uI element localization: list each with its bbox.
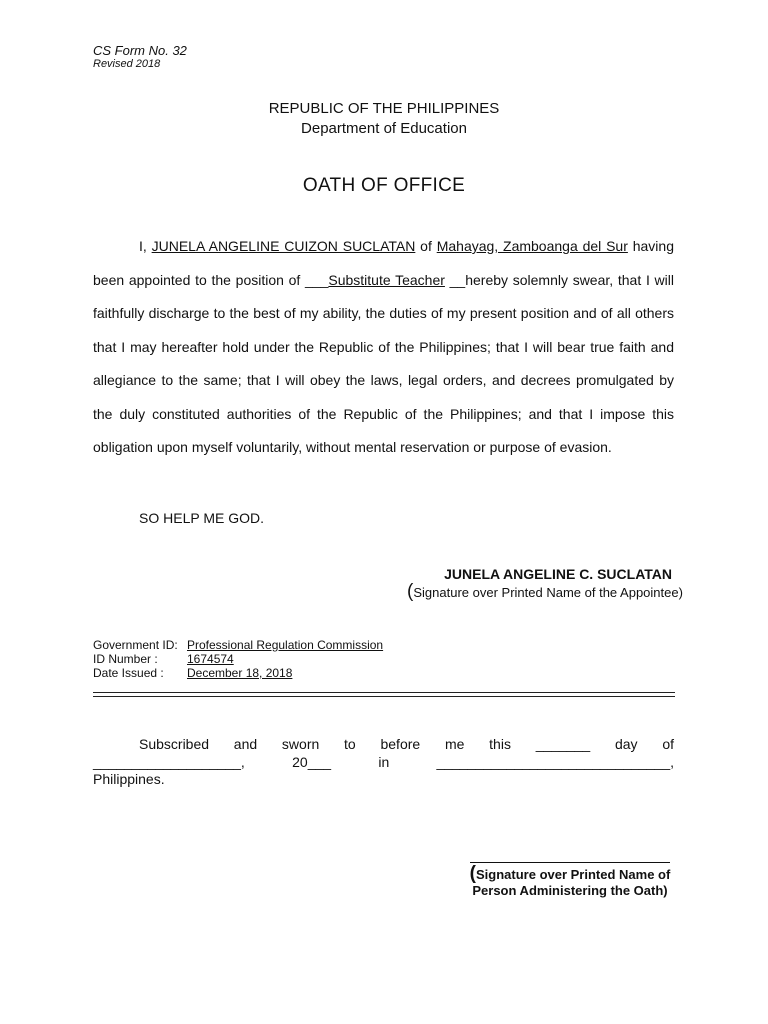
government-id-row [93, 638, 383, 652]
administrator-signature-line [470, 862, 670, 863]
republic-heading: REPUBLIC OF THE PHILIPPINES [268, 100, 500, 117]
administrator-signature-caption [463, 863, 677, 899]
id-number-row [93, 652, 383, 666]
position-title: Substitute Teacher [328, 271, 445, 288]
oath-text-3: having been appointed to the position of ___ [93, 238, 674, 288]
oath-paragraph [93, 230, 674, 465]
form-number: CS Form No. 32 [93, 43, 187, 58]
date-issued-row [93, 666, 383, 680]
subscribed-line-3: Philippines. [93, 771, 165, 787]
caption-paren: ( [407, 581, 414, 602]
document-title: OATH OF OFFICE [302, 175, 466, 196]
government-id-block [93, 638, 383, 680]
date-issued-value: December 18, 2018 [187, 666, 293, 680]
subscribed-line-1: Subscribed and sworn to before me this _______ day of [139, 736, 674, 752]
oath-text-4: __hereby solemnly swear, that I will faithfully discharge to the best of my ability, the duties of my present position and of all others that I may hereafter hold under the Republic of the Philippines; that I will bear true faith and allegiance to the same; that I will obey the laws, legal orders, and decrees promulgated by the duly constituted authorities of the Republic of the Philippines; and that I impose this obligation upon myself voluntarily, without mental reservation or purpose of evasion. [93, 271, 674, 455]
subscribed-line-2: ___________________, 20___ in ______________________________, [93, 754, 674, 770]
id-number-label: ID Number : [93, 652, 158, 666]
id-number-value: 1674574 [187, 652, 234, 666]
date-issued-label: Date Issued : [93, 666, 164, 680]
divider-bottom [93, 696, 675, 697]
revision-note: Revised 2018 [93, 58, 161, 70]
admin-caption-text: Signature over Printed Name of Person Administering the Oath) [472, 867, 671, 898]
appointee-address: Mahayag, Zamboanga del Sur [436, 238, 628, 254]
government-id-value: Professional Regulation Commission [187, 638, 384, 652]
caption-text: Signature over Printed Name of the Appointee) [413, 585, 683, 600]
department-heading: Department of Education [301, 120, 467, 137]
appointee-full-name: JUNELA ANGELINE CUIZON SUCLATAN [151, 238, 416, 254]
divider-top [93, 692, 675, 693]
appointee-signature-caption [400, 581, 690, 602]
appointee-signature-name: JUNELA ANGELINE C. SUCLATAN [444, 566, 672, 582]
government-id-label: Government ID: [93, 638, 178, 652]
closing-line: SO HELP ME GOD. [139, 510, 264, 526]
admin-caption-paren: ( [469, 863, 476, 884]
oath-text-1: I, [139, 238, 152, 254]
oath-text-2: of [415, 238, 437, 254]
